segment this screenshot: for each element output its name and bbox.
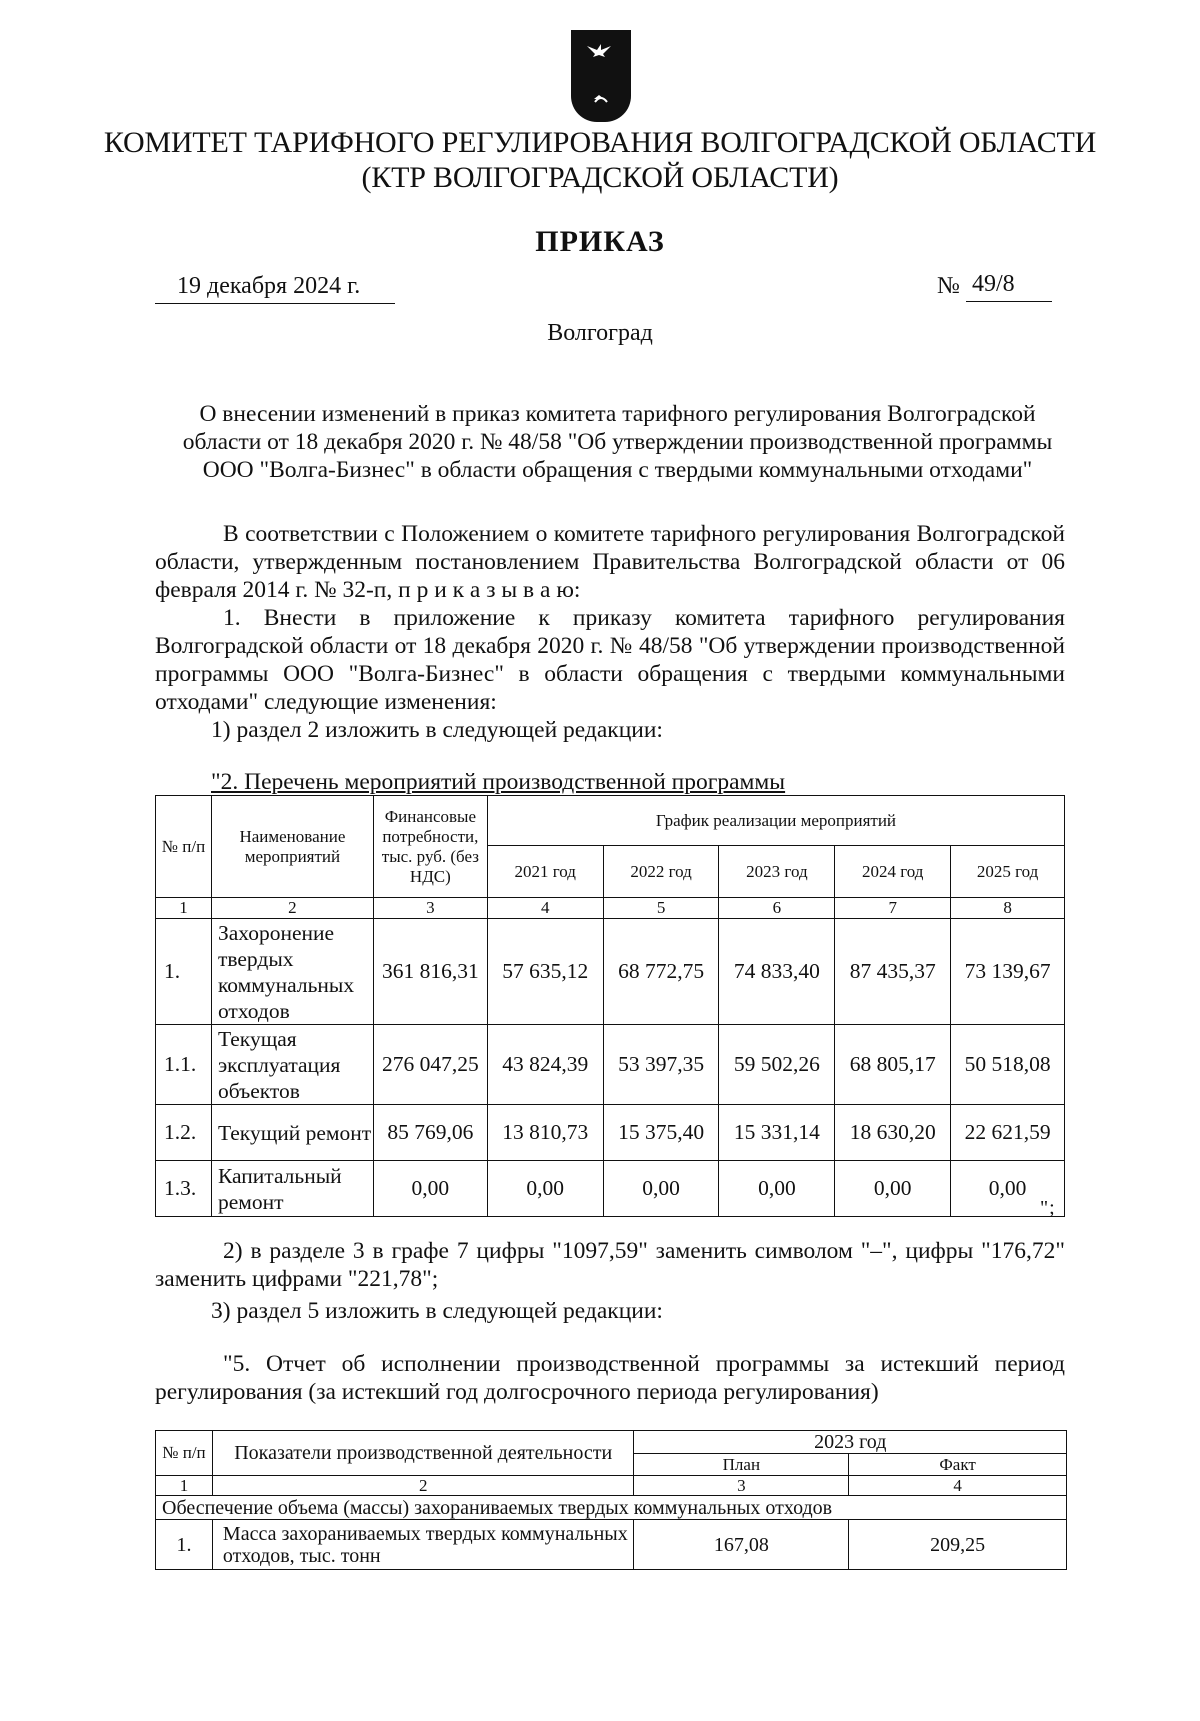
index-cell: 4: [849, 1476, 1067, 1496]
column-header-financing: Финансовые потребности, тыс. руб. (без НДС): [373, 796, 487, 898]
row-value: 73 139,67: [951, 919, 1065, 1025]
subject-line: О внесении изменений в приказ комитета тарифного регулирования Волгоградской: [199, 401, 1036, 427]
item-1-1-text: 1) раздел 2 изложить в следующей редакции:: [211, 717, 663, 743]
index-cell: 3: [634, 1476, 849, 1496]
group-title: Обеспечение объема (массы) захораниваемых твердых коммунальных отходов: [156, 1496, 1067, 1520]
row-value: 74 833,40: [719, 919, 835, 1025]
column-header-plan: План: [634, 1454, 849, 1476]
document-subject: [170, 400, 1065, 484]
row-financing: 361 816,31: [373, 919, 487, 1025]
item-3-text: 3) раздел 5 изложить в следующей редакции:: [211, 1298, 663, 1324]
document-date: 19 декабря 2024 г.: [155, 273, 395, 304]
column-header-year: 2023 год: [634, 1431, 1067, 1454]
index-cell: 4: [487, 898, 603, 919]
column-header-year: 2025 год: [951, 846, 1065, 898]
organization-abbreviation: (КТР ВОЛГОГРАДСКОЙ ОБЛАСТИ): [361, 161, 839, 194]
document-city: Волгоград: [547, 320, 653, 346]
measures-table: [155, 795, 1065, 1217]
row-number: 1.: [156, 919, 212, 1025]
row-value: 15 331,14: [719, 1105, 835, 1161]
column-header-indicators: Показатели производственной деятельности: [212, 1431, 634, 1476]
column-header-schedule: График реализации мероприятий: [487, 796, 1064, 846]
index-cell: 8: [951, 898, 1065, 919]
index-cell: 3: [373, 898, 487, 919]
index-cell: 6: [719, 898, 835, 919]
row-name: Текущий ремонт: [211, 1105, 373, 1161]
index-cell: 2: [212, 1476, 634, 1496]
index-cell: 1: [156, 898, 212, 919]
row-value: 0,00: [603, 1161, 719, 1217]
row-value: 53 397,35: [603, 1025, 719, 1105]
section-2-title: "2. Перечень мероприятий производственной программы: [211, 769, 786, 795]
table-row: [156, 1520, 1067, 1570]
row-value: 0,00: [487, 1161, 603, 1217]
column-header-year: 2022 год: [603, 846, 719, 898]
row-number: 1.2.: [156, 1105, 212, 1161]
row-financing: 0,00: [373, 1161, 487, 1217]
item-1-paragraph: 1. Внести в приложение к приказу комитета тарифного регулирования Волгоградской области от 18 декабря 2020 г. № 48/58 "Об утверждении производственной программы ООО "Волга-Бизнес" в области обращения с твердыми коммунальными отходами" следующие изменения:: [155, 605, 1065, 715]
index-cell: 7: [835, 898, 951, 919]
item-2-paragraph: 2) в разделе 3 в графе 7 цифры "1097,59" заменить символом "–", цифры "176,72" заменить цифрами "221,78";: [155, 1238, 1065, 1292]
section-5-title: "5. Отчет об исполнении производственной программы за истекший период регулирования (за истекший год долгосрочного периода регулирования): [155, 1351, 1065, 1405]
document-number-label: №: [937, 273, 960, 299]
document-type: ПРИКАЗ: [535, 225, 665, 258]
row-value: 87 435,37: [835, 919, 951, 1025]
document-number: 49/8: [966, 271, 1052, 302]
index-cell: 5: [603, 898, 719, 919]
column-header-year: 2021 год: [487, 846, 603, 898]
row-value: 15 375,40: [603, 1105, 719, 1161]
coat-of-arms-icon: [571, 30, 631, 122]
row-value: 0,00: [835, 1161, 951, 1217]
row-name: Капитальный ремонт: [211, 1161, 373, 1217]
row-number: 1.3.: [156, 1161, 212, 1217]
subject-line: области от 18 декабря 2020 г. № 48/58 "Об утверждении производственной программы: [182, 429, 1053, 455]
row-value: 57 635,12: [487, 919, 603, 1025]
row-value: 0,00: [719, 1161, 835, 1217]
row-value: 43 824,39: [487, 1025, 603, 1105]
row-fact: 209,25: [849, 1520, 1067, 1570]
row-value: 13 810,73: [487, 1105, 603, 1161]
index-cell: 2: [211, 898, 373, 919]
row-name: Текущая эксплуатация объектов: [211, 1025, 373, 1105]
column-header-year: 2023 год: [719, 846, 835, 898]
row-value: 0,00: [951, 1161, 1065, 1217]
table-row: [156, 1025, 1065, 1105]
closing-quote: ";: [1040, 1197, 1056, 1219]
column-header-number: № п/п: [156, 1431, 213, 1476]
row-name: Захоронение твердых коммунальных отходов: [211, 919, 373, 1025]
row-value: 50 518,08: [951, 1025, 1065, 1105]
column-header-name: Наименование мероприятий: [211, 796, 373, 898]
row-number: 1.1.: [156, 1025, 212, 1105]
report-table: [155, 1430, 1067, 1570]
row-value: 18 630,20: [835, 1105, 951, 1161]
column-header-number: № п/п: [156, 796, 212, 898]
row-value: 68 805,17: [835, 1025, 951, 1105]
row-plan: 167,08: [634, 1520, 849, 1570]
row-value: 59 502,26: [719, 1025, 835, 1105]
row-value: 68 772,75: [603, 919, 719, 1025]
organization-name: КОМИТЕТ ТАРИФНОГО РЕГУЛИРОВАНИЯ ВОЛГОГРАДСКОЙ ОБЛАСТИ: [103, 126, 1097, 159]
table-row: [156, 1105, 1065, 1161]
column-header-fact: Факт: [849, 1454, 1067, 1476]
row-number: 1.: [156, 1520, 213, 1570]
row-financing: 85 769,06: [373, 1105, 487, 1161]
subject-line: ООО "Волга-Бизнес" в области обращения с твердыми коммунальными отходами": [202, 457, 1033, 483]
column-header-year: 2024 год: [835, 846, 951, 898]
row-value: 22 621,59: [951, 1105, 1065, 1161]
index-cell: 1: [156, 1476, 213, 1496]
row-name: Масса захораниваемых твердых коммунальных отходов, тыс. тонн: [212, 1520, 634, 1570]
preamble-paragraph: В соответствии с Положением о комитете тарифного регулирования Волгоградской области, утвержденным постановлением Правительства Волгоградской области от 06 февраля 2014 г. № 32-п, п р и к а з ы в а ю:: [155, 521, 1065, 603]
table-row: [156, 919, 1065, 1025]
table-row: [156, 1161, 1065, 1217]
row-financing: 276 047,25: [373, 1025, 487, 1105]
